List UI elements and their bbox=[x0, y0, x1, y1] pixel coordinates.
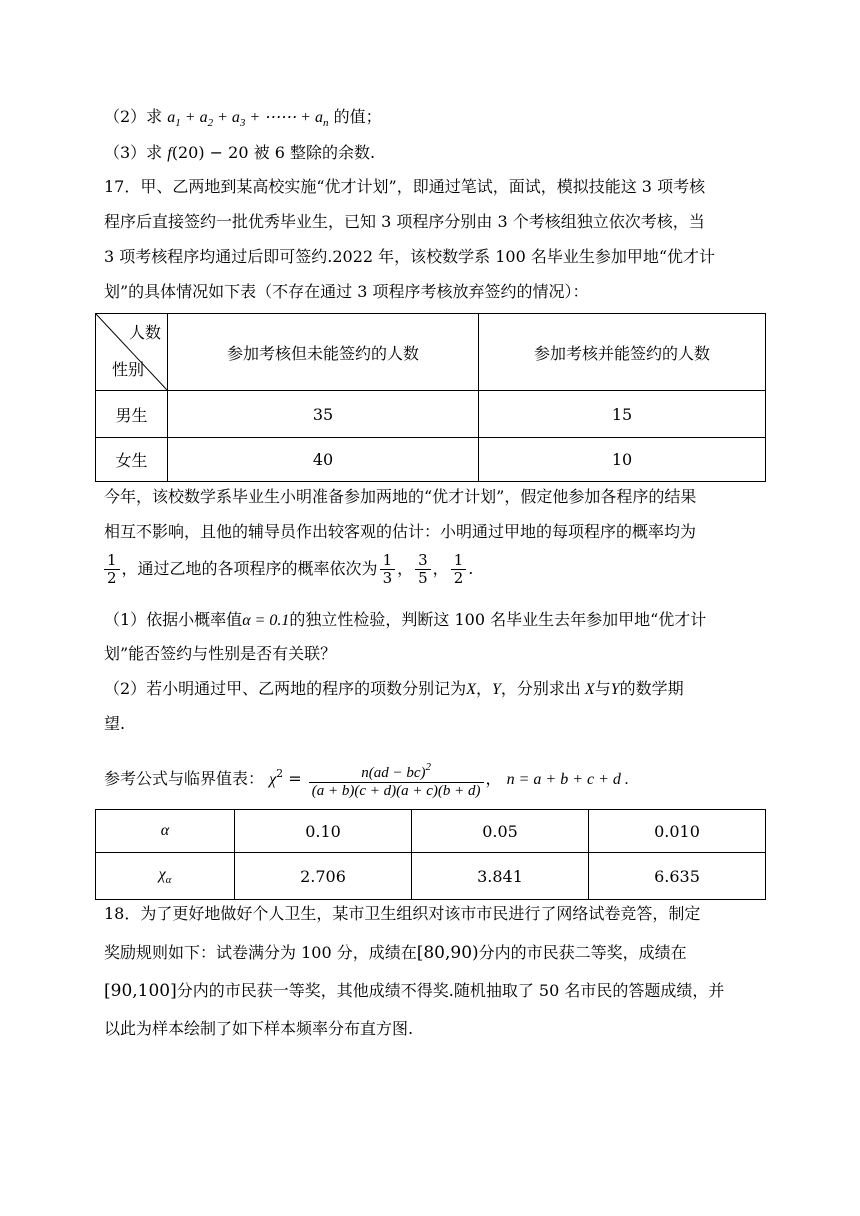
chi-header: $\chi_\alpha$ bbox=[96, 853, 235, 900]
sub2-line-2: 望. bbox=[104, 714, 126, 733]
chi-cell: 2.706 bbox=[235, 853, 412, 900]
fraction: $\frac{1}{2}$ bbox=[451, 552, 467, 587]
col-header-sign: 参加考核并能签约的人数 bbox=[479, 314, 766, 391]
n-definition: n = a + b + c + d . bbox=[506, 771, 629, 788]
table-row bbox=[96, 391, 766, 438]
sub1-line-2: 划”能否签约与性别是否有关联？ bbox=[104, 644, 337, 663]
fraction: $\frac{1}{2}$ bbox=[104, 552, 120, 587]
chi-symbol: χ bbox=[269, 771, 277, 788]
corner-cell bbox=[96, 314, 168, 391]
table-row bbox=[96, 810, 766, 853]
row-gender: 女生 bbox=[96, 438, 168, 482]
part2-prefix: （2）求 bbox=[104, 107, 163, 126]
corner-top-label: 人数 bbox=[128, 323, 161, 342]
chi-cell: 6.635 bbox=[589, 853, 766, 900]
chi-cell: 3.841 bbox=[412, 853, 589, 900]
chi-square-formula: $\frac{n(ad - bc)^2}{(a + b)(c + d)(a + c)(b + d)}$ bbox=[309, 759, 484, 800]
part3-line bbox=[104, 141, 375, 166]
sum-formula: $a_1 + a_2 + a_3$ + ⋯⋯ + $a_n$ bbox=[167, 109, 329, 129]
q18-line-1: 18．为了更好地做好个人卫生，某市卫生组织对该市市民进行了网络试卷竞答，制定 bbox=[104, 904, 701, 923]
q17-after-line-1: 今年，该校数学系毕业生小明准备参加两地的“优才计划”，假定他参加各程序的结果 bbox=[104, 487, 697, 506]
q18-line-3: [90,100]分内的市民获一等奖，其他成绩不得奖.随机抽取了 50 名市民的答题成绩，并 bbox=[104, 981, 725, 1001]
prob-line: $\frac{1}{2}$ ，通过乙地的各项程序的概率依次为 $\frac{1}{3}$ ， $\frac{3}{5}$ ， $\frac{1}{2}$ . bbox=[102, 549, 473, 589]
q18-line-2: 奖励规则如下：试卷满分为 100 分，成绩在[80,90)分内的市民获二等奖，成绩在 bbox=[104, 943, 687, 963]
sub2-line-1: （2）若小明通过甲、乙两地的程序的项数分别记为X，Y，分别求出 X与Y的数学期 bbox=[104, 679, 684, 698]
q17-line-3: 3 项考核程序均通过后即可签约.2022 年，该校数学系 100 名毕业生参加甲地“优才计 bbox=[104, 247, 716, 266]
part2-line bbox=[104, 105, 382, 135]
part3-arg: (20) − 20 bbox=[171, 143, 249, 162]
row-sign: 15 bbox=[479, 391, 766, 438]
row-fail: 40 bbox=[168, 438, 479, 482]
alpha-cell: 0.10 bbox=[235, 810, 412, 853]
q17-after-line-2: 相互不影响，且他的辅导员作出较客观的估计：小明通过甲地的每项程序的概率均为 bbox=[104, 522, 697, 541]
q18-line-4: 以此为样本绘制了如下样本频率分布直方图. bbox=[104, 1019, 414, 1038]
row-fail: 35 bbox=[168, 391, 479, 438]
q17-line-1: 17．甲、乙两地到某高校实施“优才计划”，即通过笔试，面试，模拟技能这 3 项考核 bbox=[104, 177, 706, 196]
signing-table bbox=[95, 313, 766, 482]
corner-bottom-label: 性别 bbox=[112, 360, 145, 379]
alpha-cell: 0.010 bbox=[589, 810, 766, 853]
interval-1: [80,90) bbox=[416, 943, 479, 963]
part2-suffix: 的值； bbox=[333, 107, 382, 126]
row-gender: 男生 bbox=[96, 391, 168, 438]
interval-2: [90,100] bbox=[104, 981, 177, 1001]
part3-func: f bbox=[167, 145, 172, 162]
fraction: $\frac{3}{5}$ bbox=[415, 552, 431, 587]
fraction: $\frac{1}{3}$ bbox=[380, 552, 396, 587]
sub1-line-1: （1）依据小概率值α = 0.1的独立性检验，判断这 100 名毕业生去年参加甲地“优才计 bbox=[104, 610, 707, 629]
alpha-value: α = 0.1 bbox=[242, 612, 290, 629]
table-row bbox=[96, 438, 766, 482]
formula-label: 参考公式与临界值表： bbox=[104, 769, 265, 788]
formula-line: 参考公式与临界值表： $\chi^2$ = $\frac{n(ad - bc)^2}{(a + b)(c + d)(a + c)(b + d)}$ ， n = a + b + c + d . bbox=[104, 761, 629, 799]
q17-line-4: 划”的具体情况如下表（不存在通过 3 项程序考核放弃签约的情况）： bbox=[104, 282, 589, 301]
col-header-fail: 参加考核但未能签约的人数 bbox=[168, 314, 479, 391]
q17-line-2: 程序后直接签约一批优秀毕业生，已知 3 项程序分别由 3 个考核组独立依次考核，当 bbox=[104, 212, 705, 231]
row-sign: 10 bbox=[479, 438, 766, 482]
part3-prefix: （3）求 bbox=[104, 143, 163, 162]
part3-suffix: 被 6 整除的余数. bbox=[253, 143, 376, 162]
table-row bbox=[96, 853, 766, 900]
prob-text: ，通过乙地的各项程序的概率依次为 bbox=[121, 559, 378, 578]
critical-value-table bbox=[95, 809, 766, 900]
alpha-header: α bbox=[96, 810, 235, 853]
alpha-cell: 0.05 bbox=[412, 810, 589, 853]
